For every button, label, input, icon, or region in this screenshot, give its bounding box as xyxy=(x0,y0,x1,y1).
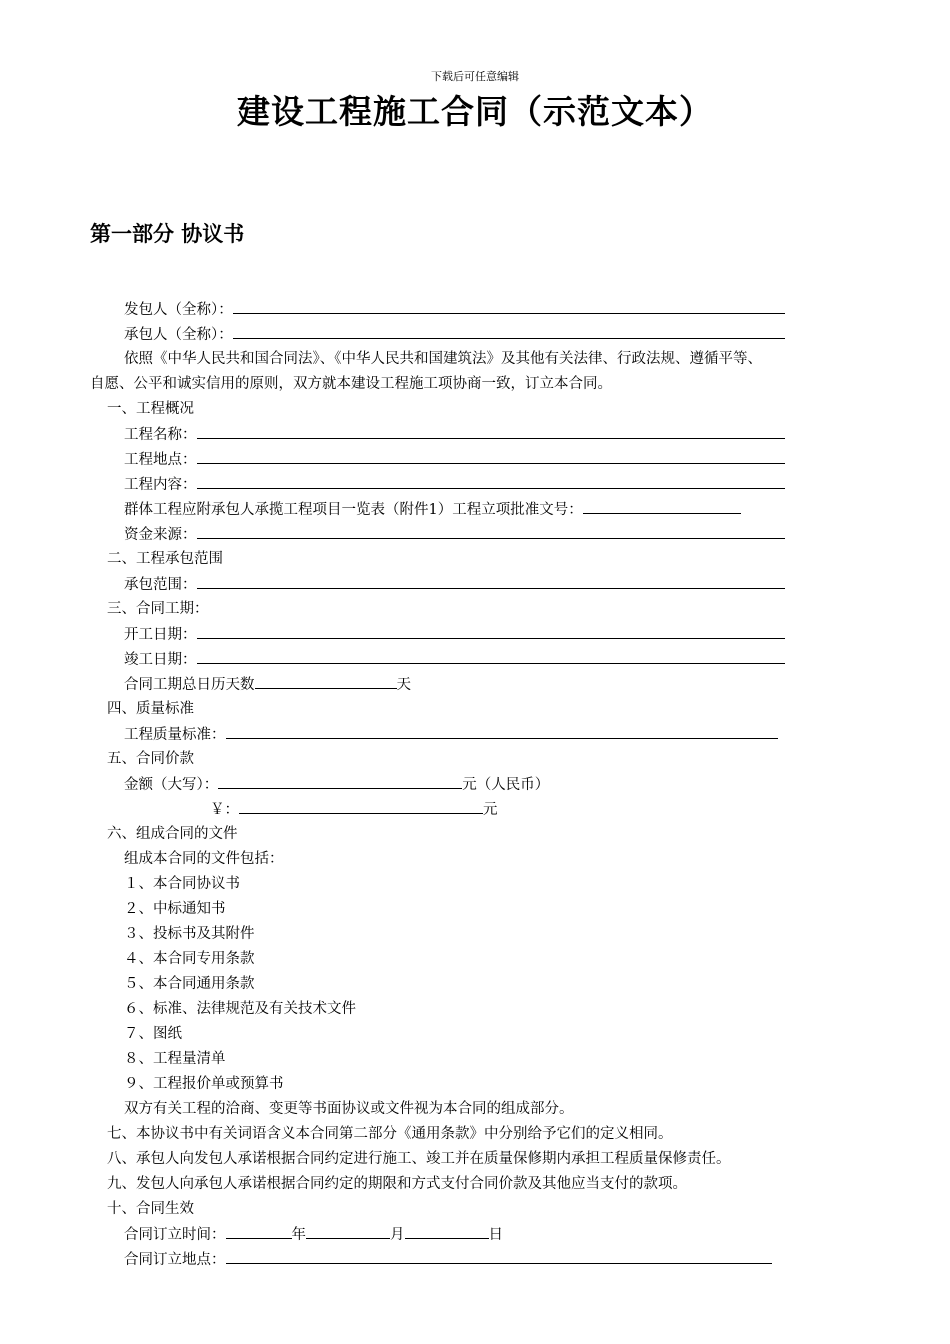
preamble-line-2: 自愿、公平和诚实信用的原则，双方就本建设工程施工项协商一致，订立本合同。 xyxy=(90,376,612,392)
start-date-row xyxy=(124,625,785,644)
document-item: １、本合同协议书 xyxy=(124,876,240,892)
project-name-blank[interactable] xyxy=(197,425,785,439)
amount-figures-blank[interactable] xyxy=(239,800,483,814)
end-date-row xyxy=(124,650,785,669)
funding-label: 资金来源： xyxy=(124,527,197,543)
end-date-blank[interactable] xyxy=(197,650,785,664)
start-date-blank[interactable] xyxy=(197,625,785,639)
contractor-blank[interactable] xyxy=(233,325,785,339)
project-name-label: 工程名称： xyxy=(124,427,197,443)
documents-closing: 双方有关工程的洽商、变更等书面协议或文件视为本合同的组成部分。 xyxy=(124,1101,574,1117)
signing-place-label: 合同订立地点： xyxy=(124,1252,226,1268)
document-item: ７、图纸 xyxy=(124,1026,182,1042)
project-location-label: 工程地点： xyxy=(124,452,197,468)
header-note: 下载后可任意编辑 xyxy=(431,70,519,83)
scope-blank[interactable] xyxy=(197,575,785,589)
employer-label: 发包人（全称）： xyxy=(124,302,233,318)
contractor-row xyxy=(124,325,785,344)
section-2-heading: 二、工程承包范围 xyxy=(107,551,223,567)
total-days-label: 合同工期总日历天数 xyxy=(124,677,255,693)
year-unit: 年 xyxy=(291,1227,306,1243)
section-6-heading: 六、组成合同的文件 xyxy=(107,826,238,842)
section-10-heading: 十、合同生效 xyxy=(107,1201,194,1217)
project-name-row xyxy=(124,425,785,444)
quality-label: 工程质量标准： xyxy=(124,727,226,743)
signing-year-blank[interactable] xyxy=(226,1225,292,1239)
section-8-text: 八、承包人向发包人承诺根据合同约定进行施工、竣工并在质量保修期内承担工程质量保修责任。 xyxy=(107,1151,731,1167)
employer-blank[interactable] xyxy=(233,300,785,314)
document-item: ８、工程量清单 xyxy=(124,1051,226,1067)
employer-row xyxy=(124,300,785,319)
section-1-heading: 一、工程概况 xyxy=(107,401,194,417)
part-title: 第一部分 协议书 xyxy=(90,222,245,246)
day-unit: 日 xyxy=(488,1227,503,1243)
amount-figures-unit: 元 xyxy=(483,802,498,818)
amount-figures-row xyxy=(210,800,498,819)
scope-row xyxy=(124,575,785,594)
signing-day-blank[interactable] xyxy=(405,1225,489,1239)
document-item: ５、本合同通用条款 xyxy=(124,976,255,992)
start-date-label: 开工日期： xyxy=(124,627,197,643)
amount-words-blank[interactable] xyxy=(218,775,462,789)
signing-date-row xyxy=(124,1225,503,1244)
signing-place-blank[interactable] xyxy=(226,1250,772,1264)
approval-number-label: 群体工程应附承包人承揽工程项目一览表（附件1）工程立项批准文号： xyxy=(124,502,583,518)
document-item: ６、标准、法律规范及有关技术文件 xyxy=(124,1001,356,1017)
document-item: ４、本合同专用条款 xyxy=(124,951,255,967)
project-content-label: 工程内容： xyxy=(124,477,197,493)
section-9-text: 九、发包人向承包人承诺根据合同约定的期限和方式支付合同价款及其他应当支付的款项。 xyxy=(107,1176,687,1192)
approval-number-row xyxy=(124,500,741,519)
project-location-blank[interactable] xyxy=(197,450,785,464)
section-4-heading: 四、质量标准 xyxy=(107,701,194,717)
contractor-label: 承包人（全称）： xyxy=(124,327,233,343)
quality-blank[interactable] xyxy=(226,725,778,739)
project-content-row xyxy=(124,475,785,494)
quality-row xyxy=(124,725,778,744)
scope-label: 承包范围： xyxy=(124,577,197,593)
document-item: ２、中标通知书 xyxy=(124,901,226,917)
amount-figures-label: ￥： xyxy=(210,802,239,818)
amount-words-unit: 元（人民币） xyxy=(462,777,550,793)
preamble-line-1: 依照《中华人民共和国合同法》、《中华人民共和国建筑法》及其他有关法律、行政法规、遵循平等、 xyxy=(124,351,762,367)
signing-date-label: 合同订立时间： xyxy=(124,1227,226,1243)
total-days-row xyxy=(124,675,411,694)
signing-month-blank[interactable] xyxy=(306,1225,390,1239)
end-date-label: 竣工日期： xyxy=(124,652,197,668)
documents-intro: 组成本合同的文件包括： xyxy=(124,851,284,867)
signing-place-row xyxy=(124,1250,772,1269)
document-title: 建设工程施工合同（示范文本） xyxy=(237,92,713,131)
project-content-blank[interactable] xyxy=(197,475,785,489)
document-item: ３、投标书及其附件 xyxy=(124,926,255,942)
section-3-heading: 三、合同工期： xyxy=(107,601,209,617)
project-location-row xyxy=(124,450,785,469)
total-days-unit: 天 xyxy=(396,677,411,693)
approval-number-blank[interactable] xyxy=(583,500,741,514)
funding-blank[interactable] xyxy=(197,525,785,539)
document-item: ９、工程报价单或预算书 xyxy=(124,1076,284,1092)
month-unit: 月 xyxy=(390,1227,405,1243)
amount-words-label: 金额（大写）： xyxy=(124,777,219,793)
funding-row xyxy=(124,525,785,544)
section-5-heading: 五、合同价款 xyxy=(107,751,194,767)
total-days-blank[interactable] xyxy=(255,675,397,689)
section-7-text: 七、本协议书中有关词语含义本合同第二部分《通用条款》中分别给予它们的定义相同。 xyxy=(107,1126,673,1142)
amount-words-row xyxy=(124,775,549,794)
